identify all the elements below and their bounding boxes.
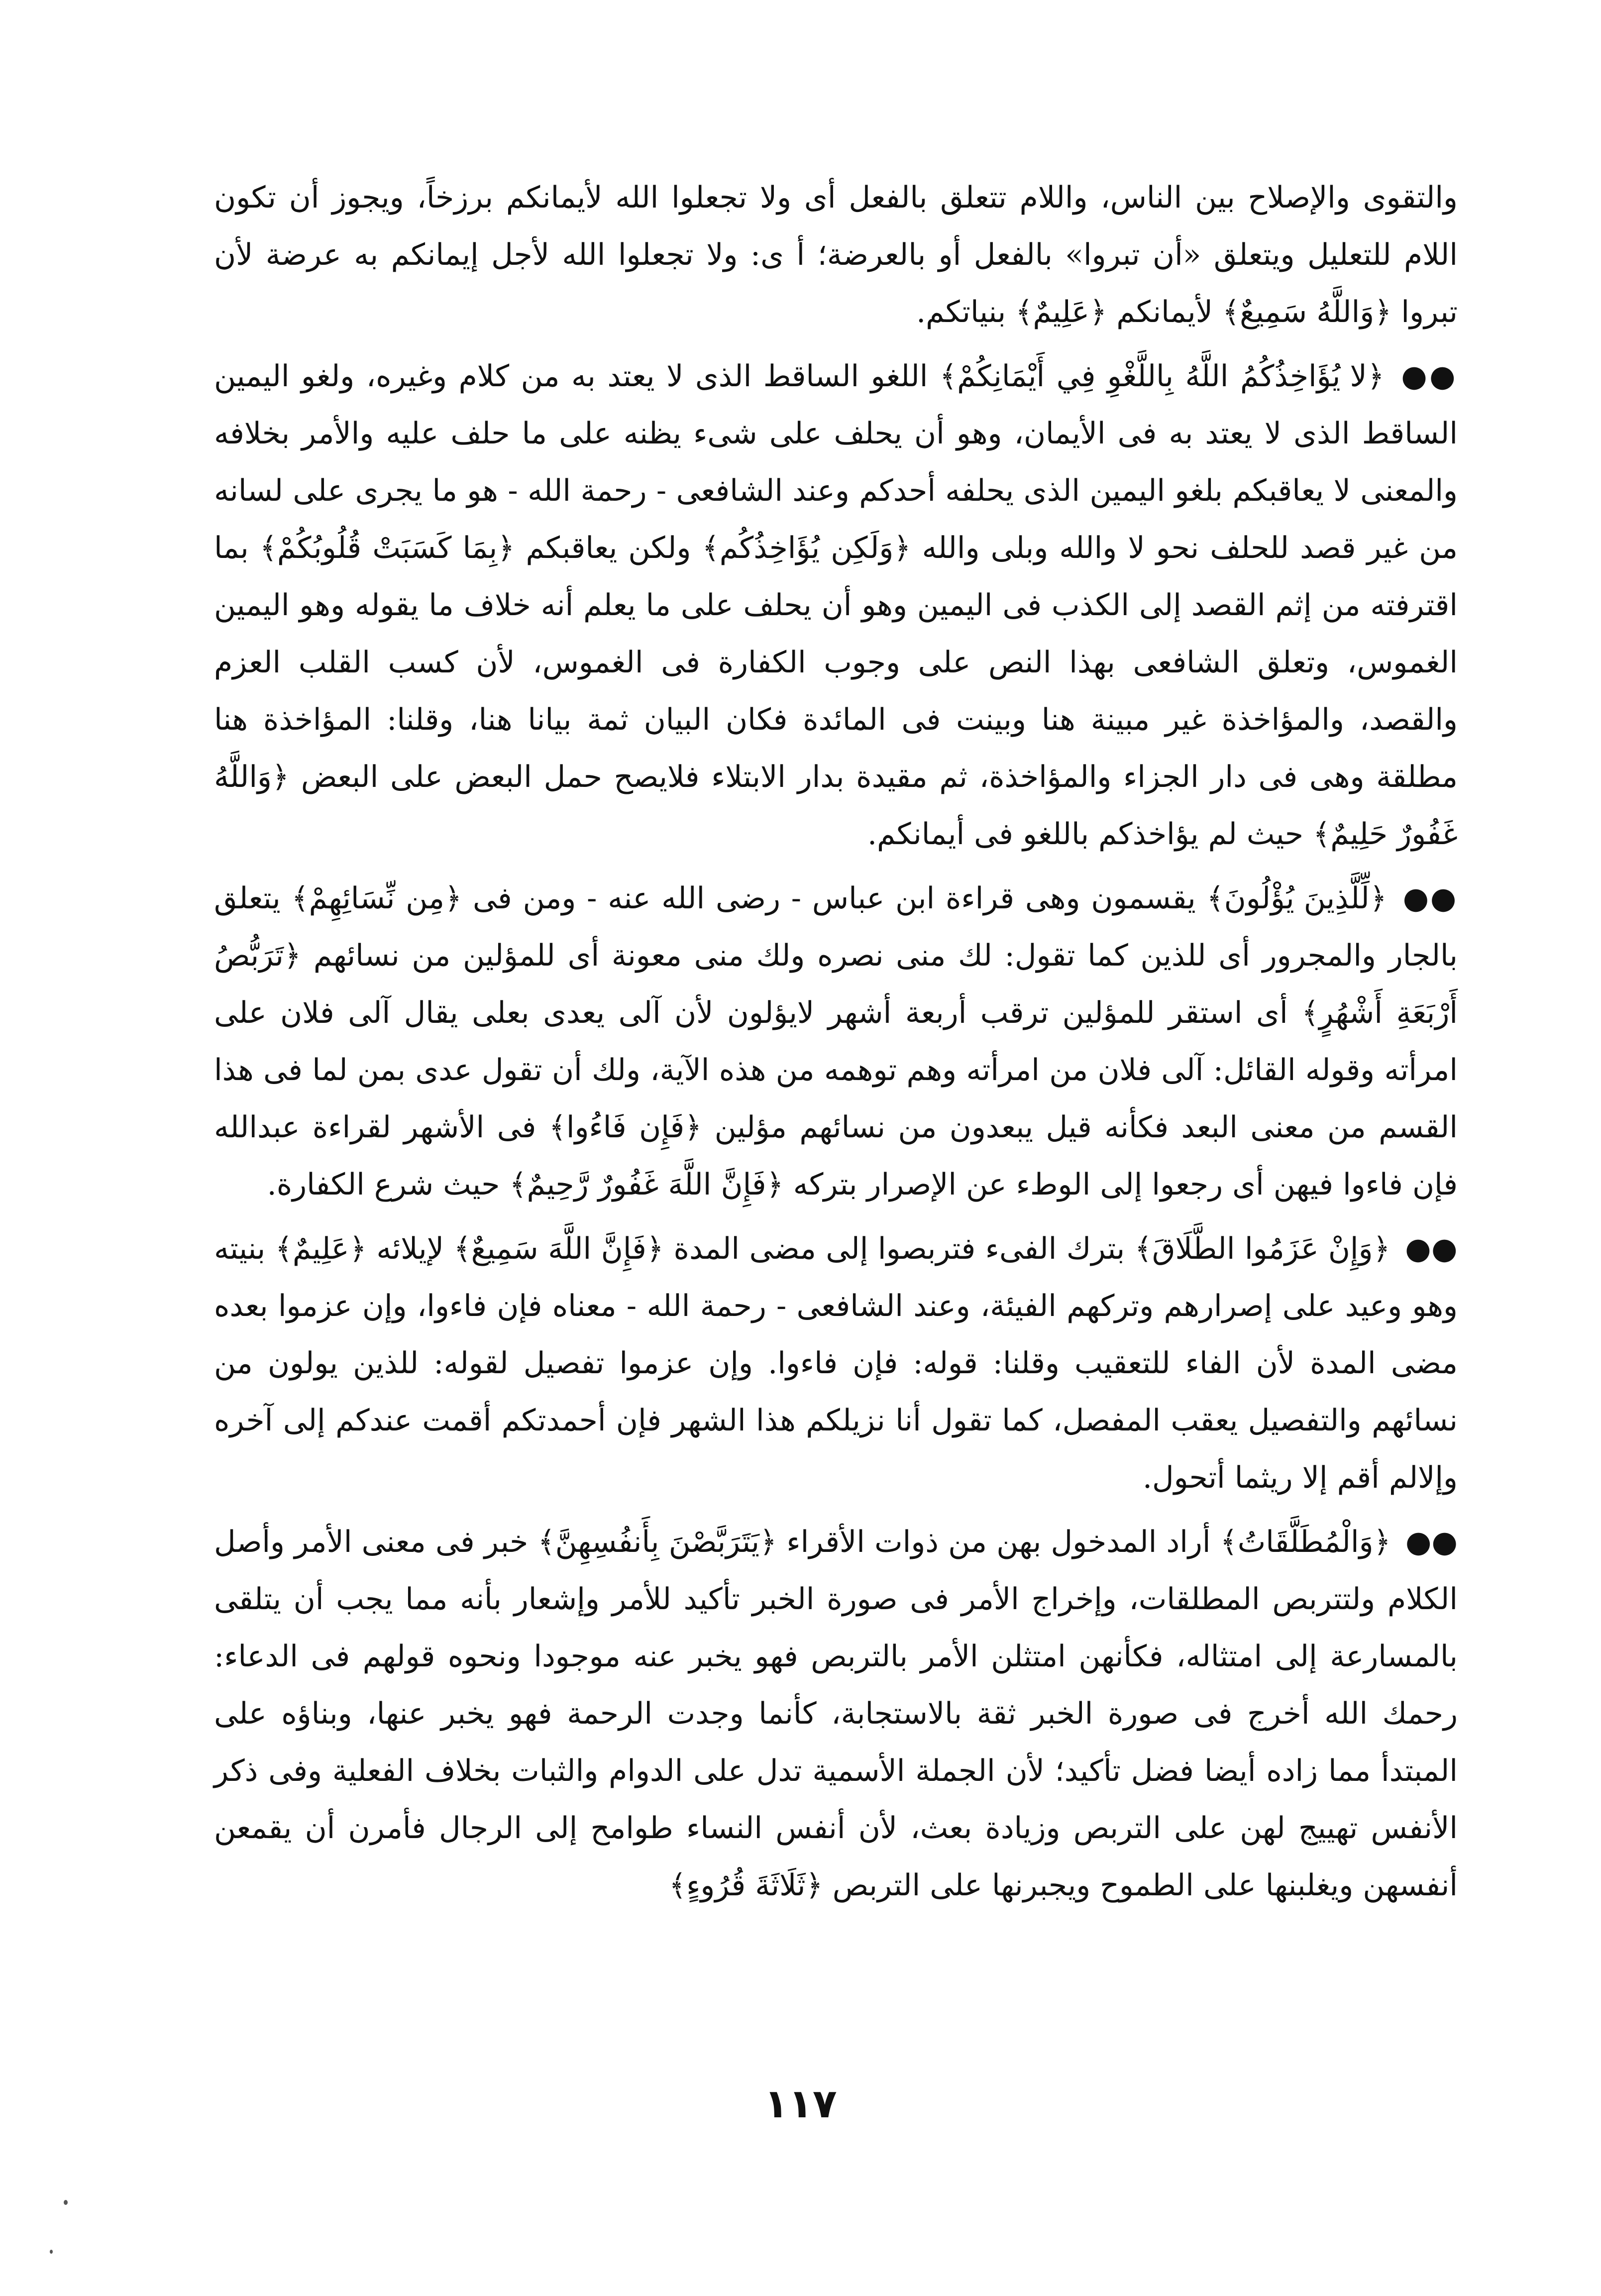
paragraph-marker-dots: ●●: [1401, 359, 1458, 394]
paragraph-text: ﴿لا يُؤَاخِذُكُمُ اللَّهُ بِاللَّغْوِ فِي أَيْمَانِكُمْ﴾ اللغو الساقط الذى لا يعتد به من كلام وغيره، ولغو اليمين الساقط الذى لا يعتد به فى الأيمان، وهو أن يحلف على شىء يظنه على ما حلف عليه والأمر بخلافه والمعنى لا يعاقبكم بلغو اليمين الذى يحلفه أحدكم وعند الشافعى - رحمة الله - هو ما يجرى على لسانه من غير قصد للحلف نحو لا والله وبلى والله ﴿وَلَكِن يُؤَاخِذُكُم﴾ ولكن يعاقبكم ﴿بِمَا كَسَبَتْ قُلُوبُكُمْ﴾ بما اقترفته من إثم القصد إلى الكذب فى اليمين وهو أن يحلف على ما يعلم أنه خلاف ما يقوله وهو اليمين الغموس، وتعلق الشافعى بهذا النص على وجوب الكفارة فى الغموس، لأن كسب القلب العزم والقصد، والمؤاخذة غير مبينة هنا وبينت فى المائدة فكان البيان ثمة بيانا هنا، وقلنا: المؤاخذة هنا مطلقة وهى فى دار الجزاء والمؤاخذة، ثم مقيدة بدار الابتلاء فلايصح حمل البعض على البعض ﴿وَاللَّهُ غَفُورٌ حَلِيمٌ﴾ حيث لم يؤاخذكم باللغو فى أيمانكم.: [214, 359, 1458, 852]
paragraph-text: والتقوى والإصلاح بين الناس، واللام تتعلق بالفعل أى ولا تجعلوا الله لأيمانكم برزخاً، ويجوز أن تكون اللام للتعليل ويتعلق «أن تبروا» بالفعل أو بالعرضة؛ أ ى: ولا تجعلوا الله لأجل إيمانكم به عرضة لأن تبروا ﴿وَاللَّهُ سَمِيعٌ﴾ لأيمانكم ﴿عَلِيمٌ﴾ بنياتكم.: [214, 180, 1458, 329]
paragraph-marker-dots: ●●: [1405, 1525, 1458, 1559]
paragraph-marker-dots: ●●: [1402, 881, 1458, 916]
scan-speck: [50, 2250, 53, 2254]
paragraph-ila: [214, 870, 1458, 1213]
paragraph-divorced-women: [214, 1514, 1458, 1914]
paragraph-laghw-oath: [214, 348, 1458, 863]
tafsir-text-body: [214, 169, 1458, 1921]
paragraph-marker-dots: ●●: [1405, 1231, 1458, 1266]
paragraph-text: ﴿وَإِنْ عَزَمُوا الطَّلَاقَ﴾ بترك الفىء فتربصوا إلى مضى المدة ﴿فَإِنَّ اللَّهَ سَمِيعٌ﴾ لإيلائه ﴿عَلِيمٌ﴾ بنيته وهو وعيد على إصرارهم وتركهم الفيئة، وعند الشافعى - رحمة الله - معناه فإن فاءوا، وإن عزموا بعده مضى المدة لأن الفاء للتعقيب وقلنا: قوله: فإن فاءوا. وإن عزموا تفصيل لقوله: للذين يولون من نسائهم والتفصيل يعقب المفصل، كما تقول أنا نزيلكم هذا الشهر فإن أحمدتكم أقمت عندكم إلى آخره وإلالم أقم إلا ريثما أتحول.: [214, 1231, 1458, 1495]
page-number: ١١٧: [764, 2080, 837, 2127]
paragraph-text: ﴿لِّلَّذِينَ يُؤْلُونَ﴾ يقسمون وهى قراءة ابن عباس - رضى الله عنه - ومن فى ﴿مِن نِّسَائِهِمْ﴾ يتعلق بالجار والمجرور أى للذين كما تقول: لك منى نصره ولك منى معونة أى للمؤلين من نسائهم ﴿تَرَبُّصُ أَرْبَعَةِ أَشْهُرٍ﴾ أى استقر للمؤلين ترقب أربعة أشهر لايؤلون لأن آلى يعدى بعلى يقال آلى فلان على امرأته وقوله القائل: آلى فلان من امرأته وهم توهمه من هذه الآية، ولك أن تقول عدى بمن لما فى هذا القسم من معنى البعد فكأنه قيل يبعدون من نسائهم مؤلين ﴿فَإِن فَاءُوا﴾ فى الأشهر لقراءة عبدالله فإن فاءوا فيهن أى رجعوا إلى الوطء عن الإصرار بتركه ﴿فَإِنَّ اللَّهَ غَفُورٌ رَّحِيمٌ﴾ حيث شرع الكفارة.: [214, 881, 1458, 1202]
paragraph-continuation: [214, 169, 1458, 341]
scan-speck: [64, 2200, 68, 2205]
paragraph-talaq-resolve: [214, 1220, 1458, 1507]
paragraph-text: ﴿وَالْمُطَلَّقَاتُ﴾ أراد المدخول بهن من ذوات الأقراء ﴿يَتَرَبَّصْنَ بِأَنفُسِهِنَّ﴾ خبر فى معنى الأمر وأصل الكلام ولتتربص المطلقات، وإخراج الأمر فى صورة الخبر تأكيد للأمر وإشعار بأنه مما يجب أن يتلقى بالمسارعة إلى امتثاله، فكأنهن امتثلن الأمر بالتربص فهو يخبر عنه موجودا ونحوه قولهم فى الدعاء: رحمك الله أخرج فى صورة الخبر ثقة بالاستجابة، كأنما وجدت الرحمة فهو يخبر عنها، وبناؤه على المبتدأ مما زاده أيضا فضل تأكيد؛ لأن الجملة الأسمية تدل على الدوام والثبات بخلاف الفعلية وفى ذكر الأنفس تهييج لهن على التربص وزيادة بعث، لأن أنفس النساء طوامح إلى الرجال فأمرن أن يقمعن أنفسهن ويغلبنها على الطموح ويجبرنها على التربص ﴿ثَلَاثَةَ قُرُوءٍ﴾: [214, 1525, 1458, 1903]
